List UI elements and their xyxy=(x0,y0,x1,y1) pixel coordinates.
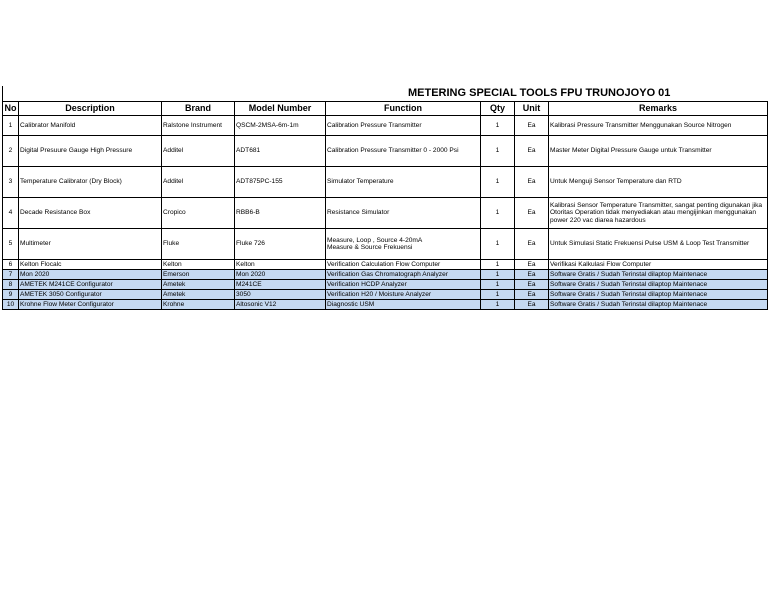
cell-unit: Ea xyxy=(515,280,549,290)
header-model-number: Model Number xyxy=(235,102,326,116)
cell-unit: Ea xyxy=(515,167,549,198)
header-remarks: Remarks xyxy=(549,102,768,116)
cell-qty: 1 xyxy=(481,167,515,198)
cell-remarks: Software Gratis / Sudah Terinstal dilaptop Maintenace xyxy=(549,290,768,300)
cell-function: Measure, Loop , Source 4-20mA Measure & Source Frekuensi xyxy=(326,229,481,260)
cell-description: Mon 2020 xyxy=(19,270,162,280)
cell-unit: Ea xyxy=(515,270,549,280)
cell-brand: Ralstone Instrument xyxy=(162,116,235,136)
cell-model: 3050 xyxy=(235,290,326,300)
cell-unit: Ea xyxy=(515,290,549,300)
cell-qty: 1 xyxy=(481,198,515,229)
cell-brand: Additel xyxy=(162,136,235,167)
cell-qty: 1 xyxy=(481,280,515,290)
header-brand: Brand xyxy=(162,102,235,116)
table-row xyxy=(3,270,768,280)
cell-function: Verification Calculation Flow Computer xyxy=(326,260,481,270)
cell-description: Kelton Flocalc xyxy=(19,260,162,270)
table-row xyxy=(3,280,768,290)
cell-brand: Krohne xyxy=(162,300,235,310)
cell-qty: 1 xyxy=(481,300,515,310)
cell-remarks: Verifikasi Kalkulasi Flow Computer xyxy=(549,260,768,270)
cell-description: Temperature Calibrator (Dry Block) xyxy=(19,167,162,198)
sheet-left-border xyxy=(2,86,3,102)
table-row xyxy=(3,167,768,198)
cell-brand: Emerson xyxy=(162,270,235,280)
header-description: Description xyxy=(19,102,162,116)
cell-model: QSCM-2MSA-6m-1m xyxy=(235,116,326,136)
cell-no: 9 xyxy=(3,290,19,300)
header-row xyxy=(3,102,768,116)
cell-description: Digital Presuure Gauge High Pressure xyxy=(19,136,162,167)
cell-model: Kelton xyxy=(235,260,326,270)
cell-qty: 1 xyxy=(481,136,515,167)
cell-function: Verification HCDP Analyzer xyxy=(326,280,481,290)
cell-function: Verification H20 / Moisture Analyzer xyxy=(326,290,481,300)
tools-table xyxy=(2,101,768,310)
cell-no: 8 xyxy=(3,280,19,290)
cell-unit: Ea xyxy=(515,116,549,136)
cell-function: Calibration Pressure Transmitter xyxy=(326,116,481,136)
cell-unit: Ea xyxy=(515,229,549,260)
cell-no: 6 xyxy=(3,260,19,270)
table-row xyxy=(3,136,768,167)
cell-brand: Kelton xyxy=(162,260,235,270)
cell-brand: Additel xyxy=(162,167,235,198)
cell-qty: 1 xyxy=(481,270,515,280)
cell-function: Resistance Simulator xyxy=(326,198,481,229)
table-row xyxy=(3,260,768,270)
cell-qty: 1 xyxy=(481,229,515,260)
cell-function: Diagnostic USM xyxy=(326,300,481,310)
table-row xyxy=(3,116,768,136)
cell-function: Simulator Temperature xyxy=(326,167,481,198)
cell-brand: Fluke xyxy=(162,229,235,260)
cell-model: Altosonic V12 xyxy=(235,300,326,310)
cell-remarks: Master Meter Digital Pressure Gauge untuk Transmitter xyxy=(549,136,768,167)
cell-description: Krohne Flow Meter Configurator xyxy=(19,300,162,310)
header-function: Function xyxy=(326,102,481,116)
header-unit: Unit xyxy=(515,102,549,116)
cell-remarks: Kalibrasi Sensor Temperature Transmitter, sangat penting digunakan jika Otoritas Operation tidak menyediakan atau mengijinkan menggunakan power 220 vac diarea hazardous xyxy=(549,198,768,229)
cell-function: Verification Gas Chromatograph Analyzer xyxy=(326,270,481,280)
cell-model: Mon 2020 xyxy=(235,270,326,280)
cell-function: Calibration Pressure Transmitter 0 - 2000 Psi xyxy=(326,136,481,167)
header-qty: Qty xyxy=(481,102,515,116)
cell-model: ADT875PC-155 xyxy=(235,167,326,198)
cell-remarks: Untuk Simulasi Static Frekuensi Pulse USM & Loop Test Transmitter xyxy=(549,229,768,260)
cell-remarks: Software Gratis / Sudah Terinstal dilaptop Maintenace xyxy=(549,300,768,310)
table-row xyxy=(3,229,768,260)
cell-brand: Ametek xyxy=(162,290,235,300)
cell-no: 2 xyxy=(3,136,19,167)
table-row xyxy=(3,300,768,310)
cell-model: RBB6-B xyxy=(235,198,326,229)
cell-no: 10 xyxy=(3,300,19,310)
header-no: No xyxy=(3,102,19,116)
cell-brand: Ametek xyxy=(162,280,235,290)
cell-description: Calibrator Manifold xyxy=(19,116,162,136)
cell-unit: Ea xyxy=(515,300,549,310)
cell-no: 5 xyxy=(3,229,19,260)
cell-description: AMETEK 3050 Configurator xyxy=(19,290,162,300)
cell-model: M241CE xyxy=(235,280,326,290)
cell-description: Multimeter xyxy=(19,229,162,260)
cell-model: ADT681 xyxy=(235,136,326,167)
table-row xyxy=(3,198,768,229)
sheet-title: METERING SPECIAL TOOLS FPU TRUNOJOYO 01 xyxy=(408,87,671,99)
cell-qty: 1 xyxy=(481,116,515,136)
cell-unit: Ea xyxy=(515,136,549,167)
cell-model: Fluke 726 xyxy=(235,229,326,260)
cell-remarks: Untuk Menguji Sensor Temperature dan RTD xyxy=(549,167,768,198)
cell-qty: 1 xyxy=(481,260,515,270)
cell-unit: Ea xyxy=(515,260,549,270)
cell-unit: Ea xyxy=(515,198,549,229)
cell-remarks: Kalibrasi Pressure Transmitter Menggunakan Source Nitrogen xyxy=(549,116,768,136)
cell-no: 1 xyxy=(3,116,19,136)
cell-remarks: Software Gratis / Sudah Terinstal dilaptop Maintenace xyxy=(549,270,768,280)
cell-qty: 1 xyxy=(481,290,515,300)
table-row xyxy=(3,290,768,300)
cell-brand: Cropico xyxy=(162,198,235,229)
cell-no: 3 xyxy=(3,167,19,198)
cell-description: AMETEK M241CE Configurator xyxy=(19,280,162,290)
cell-no: 7 xyxy=(3,270,19,280)
cell-no: 4 xyxy=(3,198,19,229)
cell-remarks: Software Gratis / Sudah Terinstal dilaptop Maintenace xyxy=(549,280,768,290)
cell-description: Decade Resistance Box xyxy=(19,198,162,229)
